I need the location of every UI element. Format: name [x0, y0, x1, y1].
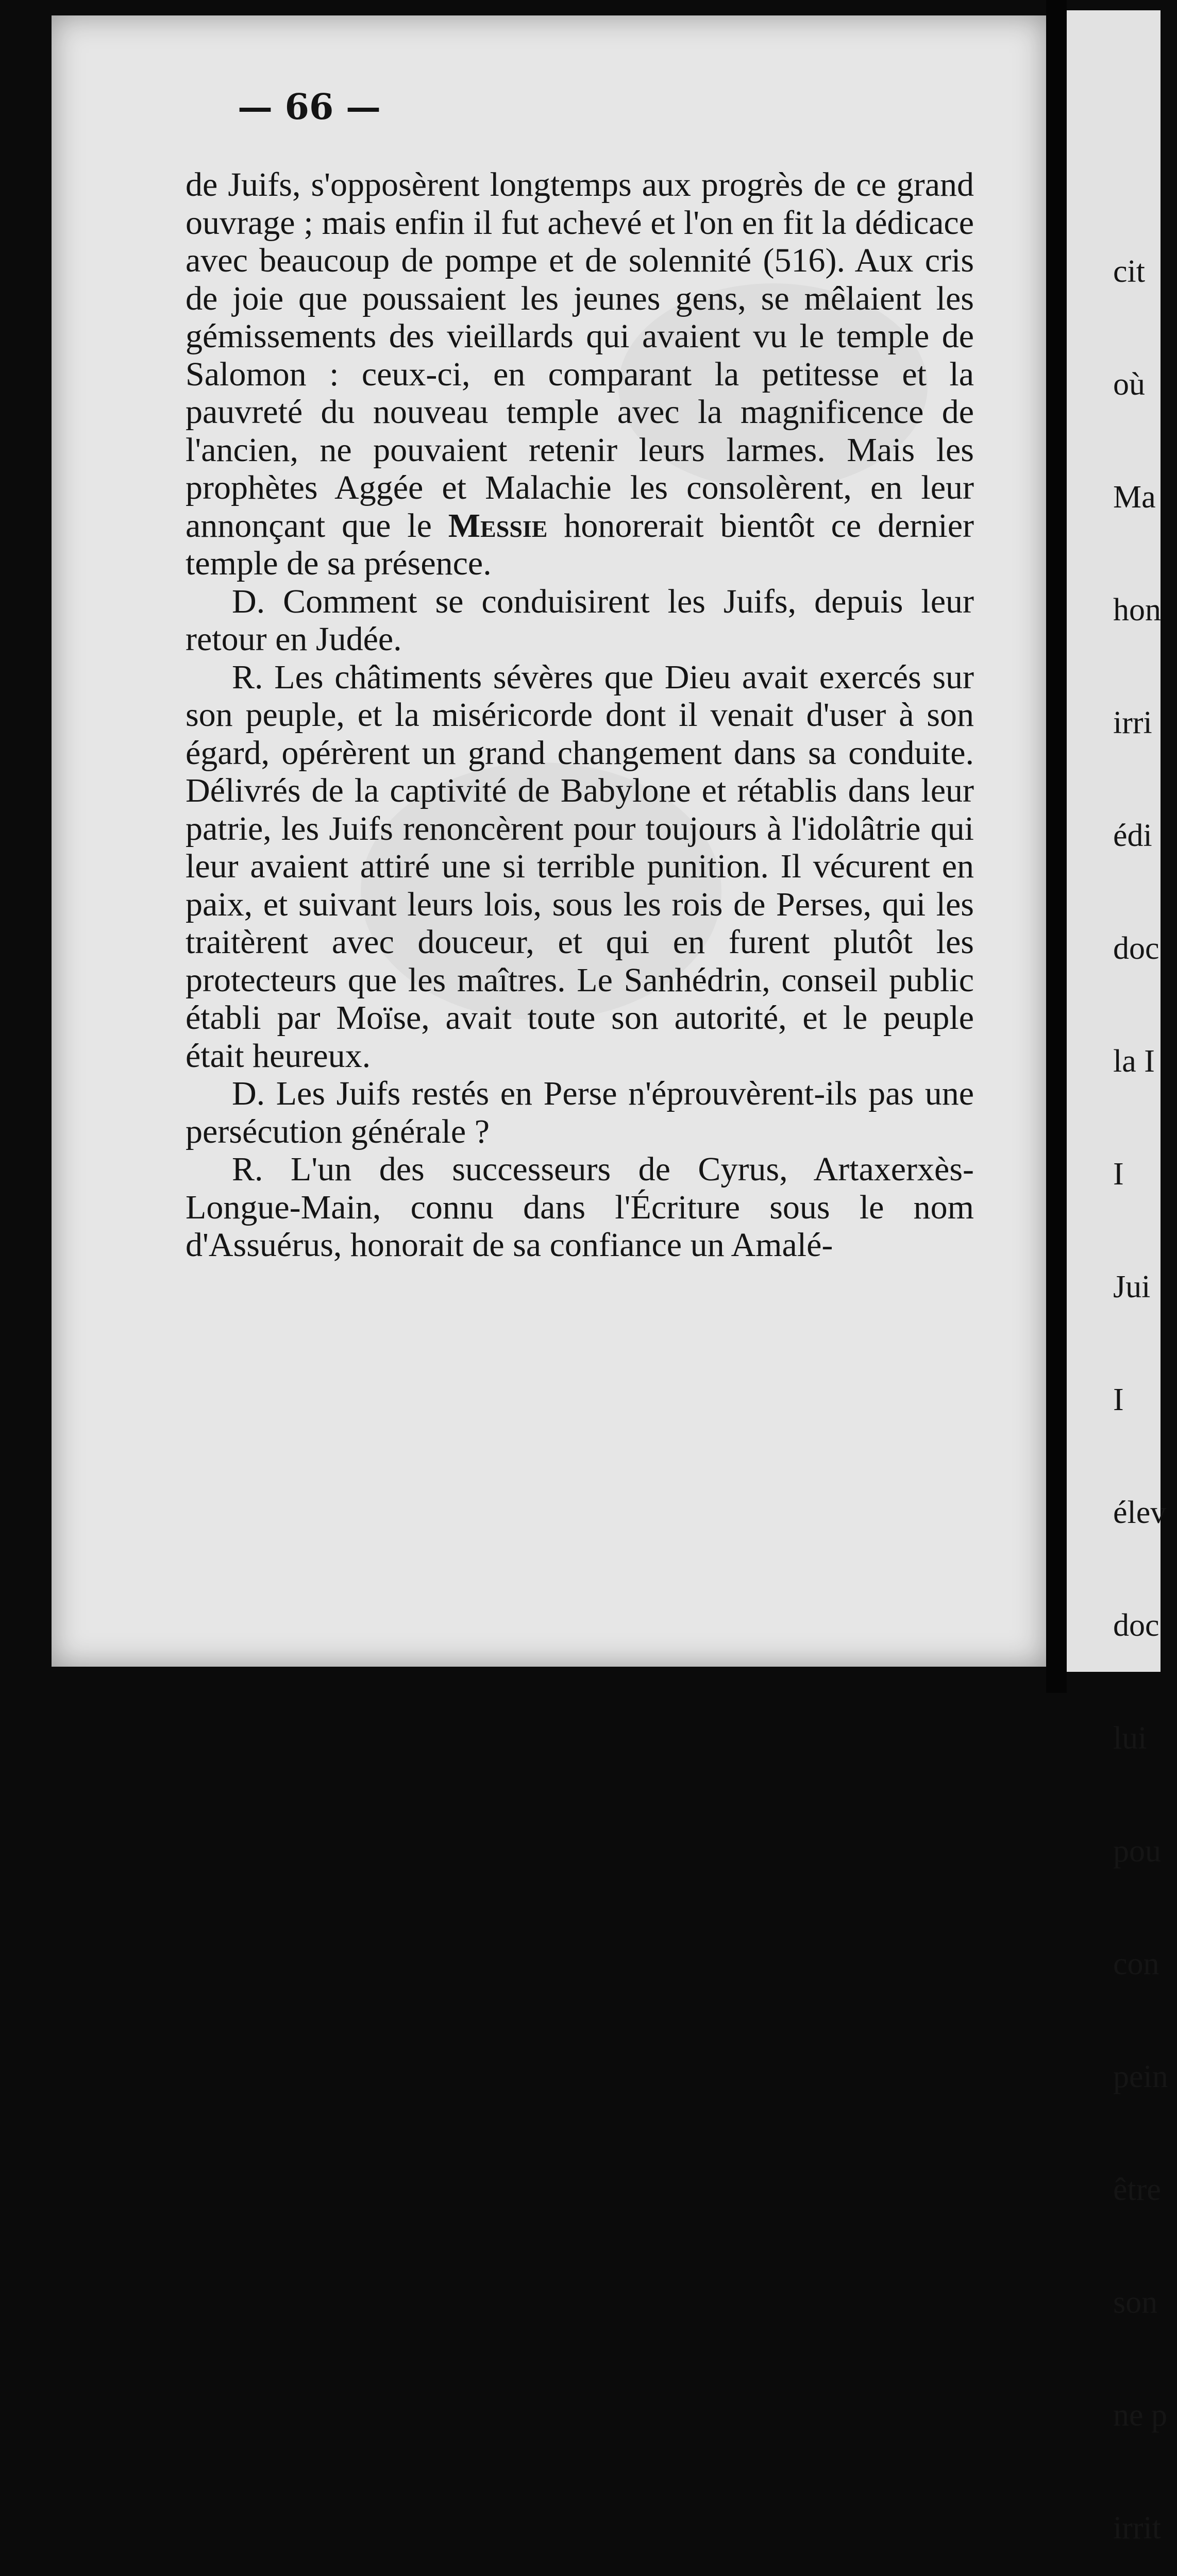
facing-line: Ma [1113, 480, 1156, 515]
page-body [186, 166, 974, 1264]
facing-line: I [1113, 1157, 1124, 1192]
question-conduite: D. Comment se conduisirent les Juifs, depuis leur retour en Judée. [186, 582, 974, 658]
book-gutter [1046, 0, 1067, 1693]
answer-conduite: R. Les châtiments sévères que Dieu avait exercés sur son peuple, et la miséricorde dont il venait d'user à son égard, opérèrent un grand changement dans sa conduite. Délivrés de la captivité de Babylone et rétablis dans leur patrie, les Juifs renoncèrent pour toujours à l'idolâtrie qui leur avaient attiré une si terrible punition. Il vécurent en paix, et suivant leurs lois, sous les rois de Perses, qui les traitèrent avec douceur, et qui en furent plutôt les protecteurs que les maîtres. Le Sanhédrin, conseil public établi par Moïse, avait toute son autorité, et le peuple était heureux. [186, 658, 974, 1075]
facing-line: doc [1113, 1608, 1159, 1643]
page-number [0, 87, 1161, 128]
messie-smallcaps: Messie [448, 506, 548, 545]
paragraph-1-text: de Juifs, s'opposèrent longtemps aux progrès de ce grand ouvrage ; mais enfin il fut achevé et l'on en fit la dédicace avec beaucoup de pompe et de solennité (516). Aux cris de joie que poussaient les jeunes gens, se mêlaient les gémissements des vieillards qui avaient vu le temple de Salomon : ceux-ci, en comparant la petitesse et la pauvreté du nouveau temple avec la magnificence de l'ancien, ne pouvaient retenir leurs larmes. Mais les prophètes Aggée et Malachie les consolèrent, en leur annonçant que le [186, 166, 974, 545]
facing-line: son [1113, 2285, 1158, 2320]
facing-page-text [1113, 178, 1177, 2576]
facing-line: Jui [1113, 1269, 1151, 1304]
facing-line: doc [1113, 931, 1159, 966]
facing-line: être [1113, 2172, 1161, 2207]
facing-line: édi [1113, 818, 1152, 853]
facing-line: où [1113, 367, 1145, 402]
facing-line: pein [1113, 2059, 1168, 2094]
facing-line: hon [1113, 592, 1161, 628]
facing-line: irrit [1113, 2511, 1161, 2546]
facing-line: I [1113, 1382, 1124, 1417]
page-number-text: — 66 — [238, 87, 381, 128]
paragraph-1-text-end: honorerait bientôt ce dernier temple de sa présence. [186, 506, 974, 582]
facing-line: pou [1113, 1834, 1161, 1869]
facing-line: élev [1113, 1495, 1167, 1530]
paragraph-1 [186, 166, 974, 583]
facing-line: con [1113, 1946, 1159, 1981]
facing-line: ne p [1113, 2398, 1168, 2433]
facing-line: irri [1113, 705, 1152, 740]
facing-line: cit [1113, 254, 1145, 289]
facing-line: lui [1113, 1721, 1147, 1756]
question-persecution: D. Les Juifs restés en Perse n'éprouvèrent-ils pas une persécution générale ? [186, 1075, 974, 1150]
answer-persecution: R. L'un des successeurs de Cyrus, Artaxerxès-Longue-Main, connu dans l'Écriture sous le nom d'Assuérus, honorait de sa confiance un Amalé- [186, 1150, 974, 1264]
facing-line: la I [1113, 1044, 1155, 1079]
